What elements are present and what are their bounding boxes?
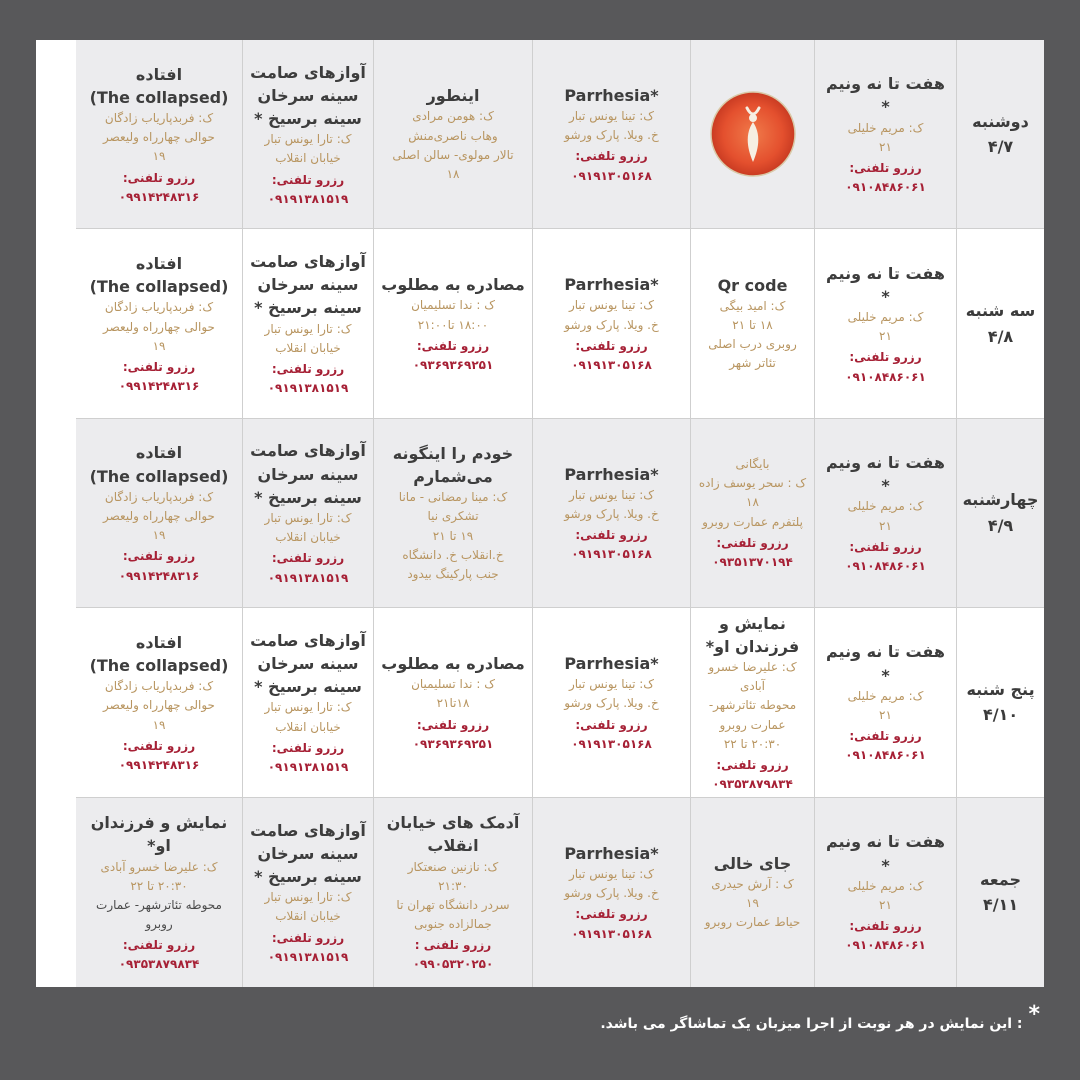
reserve-label: رزرو تلفنی: (849, 539, 922, 554)
day-date: ۴/۸ (987, 326, 1014, 346)
reserve-label: رزرو تلفنی: (575, 717, 648, 732)
day-name: پنج شنبه (966, 679, 1035, 699)
phone-number: ۰۹۳۶۹۳۶۹۲۵۱ (412, 357, 494, 372)
show-cell (373, 229, 532, 418)
phone-number: ۰۹۱۰۸۴۸۶۰۶۱ (845, 748, 926, 763)
day-cell (956, 229, 1044, 418)
reserve-label: رزرو تلفنی: (575, 528, 648, 543)
reserve-label: رزرو تلفنی: (575, 149, 648, 164)
footnote-text: : این نمایش در هر نوبت از اجرا میزبان یک تماشاگر می باشد. (600, 1016, 1023, 1032)
show-cell (76, 608, 242, 797)
show-cell (690, 419, 814, 608)
show-cell (532, 419, 690, 608)
show-cell (373, 40, 532, 229)
day-name: چهارشنبه (962, 490, 1039, 510)
show-info: ک: تارا یونس تبار خیابان انقلاب (264, 510, 352, 545)
phone-number: ۰۹۱۹۱۳۰۵۱۶۸ (571, 168, 652, 183)
show-info: ک: تینا یونس تبار خ. ویلا. پارک ورشو (564, 677, 659, 711)
phone-number: ۰۹۱۰۸۴۸۶۰۶۱ (845, 369, 926, 384)
show-info: ک: علیرضا خسرو آبادی محوطه تئاترشهر- عمارت روبرو ۲۰:۳۰ تا ۲۲ (708, 660, 797, 751)
show-cell (76, 419, 242, 608)
day-cell (956, 798, 1044, 987)
show-info: ک: فربدپاریاب زادگان حوالی چهارراه ولیعصر ۱۹ (103, 489, 215, 543)
reserve-label: رزرو تلفنی: (271, 551, 345, 566)
reserve-label: رزرو تلفنی: (122, 359, 196, 374)
show-title: خودم را اینگونه می‌شمارم (392, 443, 514, 487)
show-info: ک: تارا یونس تبار خیابان انقلاب (264, 890, 352, 924)
show-cell (76, 40, 242, 229)
phone-number: ۰۹۱۹۱۳۰۵۱۶۸ (571, 547, 652, 562)
show-cell (814, 229, 956, 418)
show-cell (242, 608, 373, 797)
show-info: ک: مریم خلیلی ۲۱ (847, 120, 924, 154)
show-title: اینطور (426, 86, 480, 106)
show-info: ک: فربدپاریاب زادگان حوالی چهارراه ولیعصر ۱۹ (103, 679, 215, 732)
phone-number: ۰۹۹۱۴۲۴۸۳۱۶ (118, 189, 200, 204)
reserve-label: رزرو تلفنی: (849, 729, 922, 744)
show-info: ک: تینا یونس تبار خ. ویلا. پارک ورشو (564, 487, 659, 521)
show-cell (242, 40, 373, 229)
phone-number: ۰۹۹۱۴۲۴۸۳۱۶ (118, 379, 200, 394)
reserve-label: رزرو تلفنی: (716, 757, 789, 772)
show-title: آوازهای صامت سینه سرخان سینه برسیخ * (250, 630, 366, 697)
show-info: ک: مریم خلیلی ۲۱ (847, 310, 924, 344)
show-cell (532, 229, 690, 418)
phone-number: ۰۹۱۹۱۳۸۱۵۱۹ (267, 570, 349, 585)
schedule-table (36, 40, 1044, 987)
show-info: ک: فربدپاریاب زادگان حوالی چهارراه ولیعصر ۱۹ (103, 300, 215, 353)
day-cell (956, 40, 1044, 229)
show-info: ک: مینا رمضانی - مانا تشکری نیا ۱۹ تا ۲۱ خ.انقلاب خ. دانشگاه جنب پارکینگ بیدود (398, 490, 508, 581)
show-title: آدمک های خیابان انقلاب (386, 813, 520, 856)
show-title: افتاده (The collapsed) (89, 64, 229, 107)
show-title: نمایش و فرزندان او* (705, 613, 800, 656)
phone-number: ۰۹۹۱۴۲۴۸۳۱۶ (118, 568, 200, 583)
show-title: *Parrhesia (564, 275, 659, 295)
reserve-label: رزرو تلفنی: (416, 717, 490, 732)
show-info: ک: علیرضا خسرو آبادی ۲۰:۳۰ تا ۲۲ (100, 859, 218, 893)
logo-cell (690, 40, 814, 229)
show-title: آوازهای صامت سینه سرخان سینه برسیخ * (250, 252, 366, 318)
show-title: آوازهای صامت سینه سرخان سینه برسیخ * (250, 62, 366, 128)
show-info: ک: تارا یونس تبار خیابان انقلاب (264, 700, 352, 734)
phone-number: ۰۹۱۰۸۴۸۶۰۶۱ (845, 180, 926, 195)
show-cell (690, 608, 814, 797)
show-cell (242, 419, 373, 608)
show-info: ک: تارا یونس تبار خیابان انقلاب (264, 321, 352, 355)
show-title: جای خالی (713, 853, 792, 873)
show-cell (242, 798, 373, 987)
reserve-label: رزرو تلفنی: (271, 361, 345, 376)
show-title: *Parrhesia (564, 464, 659, 484)
phone-number: ۰۹۱۰۸۴۸۶۰۶۱ (845, 558, 926, 573)
day-name: جمعه (980, 869, 1021, 889)
show-info: ک: مریم خلیلی ۲۱ (847, 688, 924, 722)
show-cell (532, 798, 690, 987)
show-title: آوازهای صامت سینه سرخان سینه برسیخ * (250, 441, 366, 507)
footnote (600, 1004, 1040, 1032)
reserve-label: رزرو تلفنی: (271, 172, 345, 187)
show-cell (76, 798, 242, 987)
show-cell (690, 229, 814, 418)
show-title: هفت تا نه ونیم * (825, 453, 945, 496)
reserve-label: رزرو تلفنی: (716, 535, 789, 550)
schedule-grid (36, 40, 1044, 987)
show-cell (532, 40, 690, 229)
phone-number: ۰۹۱۹۱۳۸۱۵۱۹ (267, 949, 349, 964)
phone-number: ۰۹۳۵۳۸۷۹۸۳۴ (118, 957, 200, 972)
show-title: افتاده (The collapsed) (89, 254, 229, 297)
show-cell (814, 608, 956, 797)
show-cell (532, 608, 690, 797)
show-info: ک: تارا یونس تبار خیابان انقلاب (264, 132, 352, 166)
show-info: ک: نازنین صنعتکار ۲۱:۳۰ سردر دانشگاه تهران تا جمالزاده جنوبی (396, 859, 510, 932)
show-title: مصادره به مطلوب (381, 275, 525, 295)
reserve-label: رزرو تلفنی: (849, 919, 922, 934)
show-cell (814, 798, 956, 987)
phone-number: ۰۹۱۰۸۴۸۶۰۶۱ (845, 938, 926, 953)
show-info: ک : ندا تسلیمیان ۱۸:۰۰ تا۲۱:۰۰ (411, 298, 495, 332)
show-info: ک: تینا یونس تبار خ. ویلا. پارک ورشو (564, 109, 659, 143)
reserve-label: رزرو تلفنی: (416, 338, 490, 353)
show-title: *Parrhesia (564, 85, 659, 105)
show-info: ک : آرش حیدری ۱۹ حیاط عمارت روبرو (704, 877, 801, 930)
phone-number: ۰۹۱۹۱۳۰۵۱۶۸ (571, 926, 652, 941)
reserve-label: رزرو تلفنی : (414, 938, 492, 953)
show-title: Qr code (717, 275, 788, 295)
phone-number: ۰۹۱۹۱۳۸۱۵۱۹ (267, 759, 349, 774)
phone-number: ۰۹۹۱۴۲۴۸۳۱۶ (118, 757, 200, 772)
reserve-label: رزرو تلفنی: (849, 350, 922, 365)
phone-number: ۰۹۱۹۱۳۸۱۵۱۹ (267, 381, 349, 396)
show-title: افتاده (The collapsed) (89, 443, 229, 486)
show-title: *Parrhesia (564, 843, 659, 863)
show-title: هفت تا نه ونیم * (825, 263, 945, 306)
show-cell (690, 798, 814, 987)
day-date: ۴/۷ (987, 137, 1014, 157)
reserve-label: رزرو تلفنی: (122, 938, 196, 953)
show-info: ک: تینا یونس تبار خ. ویلا. پارک ورشو (564, 298, 659, 332)
reserve-label: رزرو تلفنی: (122, 738, 196, 753)
show-cell (814, 40, 956, 229)
festival-logo-icon (709, 90, 797, 178)
show-cell (242, 229, 373, 418)
phone-number: ۰۹۱۹۱۳۰۵۱۶۸ (571, 357, 652, 372)
show-cell (814, 419, 956, 608)
show-title: نمایش و فرزندان او* (90, 813, 228, 856)
show-info: ک: هومن مرادی وهاب ناصری‌منش تالار مولوی- سالن اصلی ۱۸ (392, 109, 514, 181)
show-title: *Parrhesia (564, 654, 659, 674)
reserve-label: رزرو تلفنی: (122, 549, 196, 564)
phone-number: ۰۹۳۵۳۸۷۹۸۳۴ (712, 777, 793, 792)
day-name: دوشنبه (972, 111, 1029, 131)
show-title: هفت تا نه ونیم * (825, 74, 945, 117)
show-info: ک: مریم خلیلی ۲۱ (847, 499, 924, 533)
show-cell (76, 229, 242, 418)
day-cell (956, 608, 1044, 797)
phone-number: ۰۹۱۹۱۳۸۱۵۱۹ (267, 191, 349, 206)
show-info: ک : ندا تسلیمیان ۱۸تا۲۱ (411, 677, 495, 711)
day-cell (956, 419, 1044, 608)
show-title: افتاده (The collapsed) (89, 632, 229, 676)
show-title: هفت تا نه ونیم * (825, 832, 945, 875)
day-date: ۴/۹ (987, 515, 1014, 535)
show-info: ک: تینا یونس تبار خ. ویلا. پارک ورشو (564, 867, 659, 901)
reserve-label: رزرو تلفنی: (849, 160, 922, 175)
show-info: ک: مریم خلیلی ۲۱ (847, 878, 924, 912)
reserve-label: رزرو تلفنی: (122, 170, 196, 185)
show-cell (373, 798, 532, 987)
phone-number: ۰۹۱۹۱۳۰۵۱۶۸ (571, 736, 652, 751)
phone-number: ۰۹۹۰۵۳۲۰۲۵۰ (412, 957, 494, 972)
day-date: ۴/۱۱ (982, 895, 1019, 915)
show-title: آوازهای صامت سینه سرخان سینه برسیخ * (250, 820, 366, 887)
reserve-label: رزرو تلفنی: (575, 907, 648, 922)
day-date: ۴/۱۰ (982, 705, 1019, 725)
show-info: بایگانی ک : سحر یوسف زاده ۱۸ پلتفرم عمارت روبرو (698, 457, 807, 529)
show-cell (373, 419, 532, 608)
show-title: مصادره به مطلوب (381, 654, 525, 674)
reserve-label: رزرو تلفنی: (271, 740, 345, 755)
show-cell (373, 608, 532, 797)
show-info: ک: امید بیگی ۱۸ تا ۲۱ روبری درب اصلی تئاتر شهر (708, 298, 797, 371)
footnote-star: * (1028, 1002, 1040, 1027)
show-info: ک: فربدپاریاب زادگان حوالی چهارراه ولیعصر ۱۹ (103, 111, 215, 164)
day-name: سه شنبه (965, 301, 1036, 320)
phone-number: ۰۹۳۶۹۳۶۹۲۵۱ (412, 736, 494, 751)
reserve-label: رزرو تلفنی: (575, 338, 648, 353)
phone-number: ۰۹۳۵۱۳۷۰۱۹۴ (712, 554, 793, 569)
show-title: هفت تا نه ونیم * (825, 642, 945, 685)
reserve-label: رزرو تلفنی: (271, 930, 345, 945)
show-venue: محوطه تئاترشهر- عمارت روبرو (96, 897, 222, 932)
